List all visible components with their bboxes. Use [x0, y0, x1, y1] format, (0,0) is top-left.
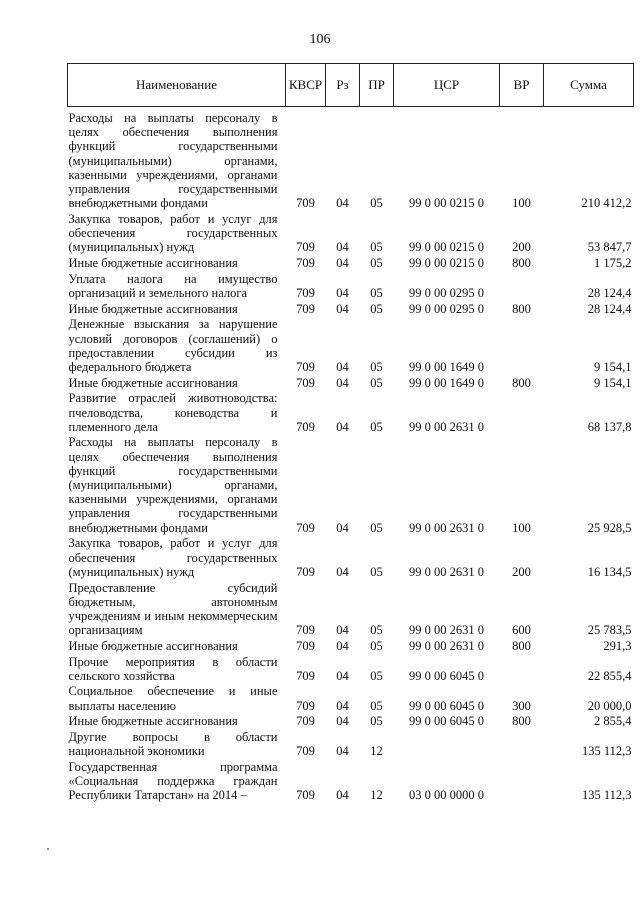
row-csr: 99 0 00 6045 0	[409, 714, 484, 729]
header-sum: Сумма	[544, 64, 634, 107]
row-csr: 99 0 00 2631 0	[409, 564, 484, 579]
row-sum: 135 112,3	[581, 744, 632, 759]
header-pr: ПР	[360, 64, 394, 107]
row-rz: 04	[336, 419, 349, 434]
table-row	[68, 107, 634, 211]
row-kvsr: 709	[296, 301, 315, 316]
row-pr: 05	[370, 285, 383, 300]
row-pr: 05	[370, 419, 383, 434]
row-rz: 04	[336, 301, 349, 316]
row-kvsr: 709	[296, 285, 315, 300]
row-name: Закупка товаров, работ и услуг для обеспечения государственных (муниципальных) нужд	[68, 536, 278, 579]
row-rz: 04	[336, 668, 349, 683]
header-name: Наименование	[68, 64, 286, 107]
row-sum: 16 134,5	[587, 564, 632, 579]
row-pr: 05	[370, 301, 383, 316]
row-sum: 210 412,2	[581, 196, 632, 211]
row-vr: 200	[512, 564, 531, 579]
row-sum: 28 124,4	[587, 301, 632, 316]
table-row	[68, 255, 634, 271]
row-kvsr: 709	[296, 698, 315, 713]
row-csr: 99 0 00 2631 0	[409, 623, 484, 638]
row-sum: 135 112,3	[581, 788, 632, 803]
row-pr: 05	[370, 698, 383, 713]
table-body	[68, 107, 634, 803]
header-vr: ВР	[500, 64, 544, 107]
row-kvsr: 709	[296, 564, 315, 579]
row-vr	[500, 390, 544, 434]
row-vr: 200	[512, 240, 531, 255]
budget-table	[67, 63, 634, 803]
row-name: Прочие мероприятия в области сельского хозяйства	[68, 654, 278, 683]
row-rz: 04	[336, 240, 349, 255]
row-csr: 99 0 00 1649 0	[409, 359, 484, 374]
row-sum: 68 137,8	[587, 419, 632, 434]
row-kvsr: 709	[296, 419, 315, 434]
row-kvsr: 709	[296, 256, 315, 271]
row-csr: 99 0 00 0215 0	[409, 256, 484, 271]
row-vr: 600	[512, 623, 531, 638]
row-kvsr: 709	[296, 623, 315, 638]
row-rz: 04	[336, 196, 349, 211]
row-sum: 22 855,4	[587, 668, 632, 683]
row-name: Иные бюджетные ассигнования	[68, 256, 238, 271]
row-rz: 04	[336, 623, 349, 638]
row-csr: 99 0 00 1649 0	[409, 375, 484, 390]
table-row	[68, 270, 634, 300]
row-csr: 99 0 00 6045 0	[409, 668, 484, 683]
row-sum: 9 154,1	[594, 375, 632, 390]
row-rz: 04	[336, 564, 349, 579]
row-sum: 25 783,5	[587, 623, 632, 638]
row-rz: 04	[336, 359, 349, 374]
row-vr: 800	[512, 638, 531, 653]
row-vr	[500, 758, 544, 802]
row-pr: 05	[370, 623, 383, 638]
row-rz: 04	[336, 520, 349, 535]
table-row	[68, 579, 634, 637]
table-row	[68, 653, 634, 683]
table-row	[68, 713, 634, 729]
row-name: Закупка товаров, работ и услуг для обеспечения государственных (муниципальных) нужд	[68, 211, 278, 255]
row-name: Иные бюджетные ассигнования	[68, 375, 238, 390]
page-number: 106	[309, 32, 331, 47]
row-pr: 05	[370, 714, 383, 729]
row-csr: 99 0 00 2631 0	[409, 520, 484, 535]
row-pr: 05	[370, 668, 383, 683]
row-pr: 05	[370, 359, 383, 374]
row-pr: 05	[370, 520, 383, 535]
row-name: Иные бюджетные ассигнования	[68, 714, 238, 729]
row-name: Уплата налога на имущество организаций и земельного налога	[68, 271, 278, 300]
row-sum: 25 928,5	[587, 520, 632, 535]
row-vr: 100	[512, 196, 531, 211]
row-kvsr: 709	[296, 240, 315, 255]
row-kvsr: 709	[296, 638, 315, 653]
row-kvsr: 709	[296, 520, 315, 535]
row-rz: 04	[336, 638, 349, 653]
row-sum: 2 855,4	[594, 714, 632, 729]
row-vr: 100	[512, 520, 531, 535]
table-row	[68, 535, 634, 579]
row-csr: 99 0 00 6045 0	[409, 698, 484, 713]
row-pr: 12	[370, 744, 383, 759]
row-pr: 05	[370, 240, 383, 255]
row-rz: 04	[336, 744, 349, 759]
row-sum: 291,3	[603, 638, 632, 653]
row-csr: 99 0 00 2631 0	[409, 419, 484, 434]
row-csr	[394, 729, 500, 759]
row-vr	[500, 316, 544, 374]
row-csr: 99 0 00 0215 0	[409, 196, 484, 211]
row-csr: 03 0 00 0000 0	[409, 788, 484, 803]
row-name: Развитие отраслей животноводства: пчеловодства, коневодства и племенного дела	[68, 391, 278, 434]
table-row	[68, 210, 634, 254]
row-sum: 9 154,1	[594, 359, 632, 374]
row-kvsr: 709	[296, 744, 315, 759]
row-sum: 28 124,4	[587, 285, 632, 300]
row-vr: 800	[512, 375, 531, 390]
header-rz: Рз	[326, 64, 360, 107]
table-row	[68, 374, 634, 390]
row-kvsr: 709	[296, 375, 315, 390]
row-rz: 04	[336, 788, 349, 803]
row-kvsr: 709	[296, 359, 315, 374]
row-sum: 1 175,2	[594, 256, 632, 271]
table-row	[68, 729, 634, 759]
row-vr: 800	[512, 256, 531, 271]
table-row	[68, 683, 634, 713]
scan-artifact	[47, 848, 49, 850]
row-rz: 04	[336, 375, 349, 390]
row-rz: 04	[336, 256, 349, 271]
row-pr: 05	[370, 375, 383, 390]
row-pr: 05	[370, 256, 383, 271]
row-vr: 300	[512, 698, 531, 713]
row-vr	[500, 270, 544, 300]
row-name: Государственная программа «Социальная поддержка граждан Республики Татарстан» на 2014 –	[68, 759, 278, 803]
row-csr: 99 0 00 2631 0	[409, 638, 484, 653]
table-row	[68, 300, 634, 316]
row-csr: 99 0 00 0295 0	[409, 301, 484, 316]
table-row	[68, 434, 634, 535]
table-row	[68, 637, 634, 653]
row-pr: 05	[370, 638, 383, 653]
row-sum: 53 847,7	[587, 240, 632, 255]
row-name: Иные бюджетные ассигнования	[68, 301, 238, 316]
row-kvsr: 709	[296, 668, 315, 683]
row-csr: 99 0 00 0295 0	[409, 285, 484, 300]
row-name: Иные бюджетные ассигнования	[68, 638, 238, 653]
header-csr: ЦСР	[394, 64, 500, 107]
row-name: Другие вопросы в области национальной экономики	[68, 730, 278, 759]
table-header	[68, 64, 634, 107]
row-pr: 05	[370, 196, 383, 211]
row-name: Расходы на выплаты персоналу в целях обеспечения выполнения функций государственными (муниципальными) органами, казенными учреждениями, органами управления государственными внебюджетными фондами	[68, 435, 278, 535]
row-kvsr: 709	[296, 714, 315, 729]
row-kvsr: 709	[296, 196, 315, 211]
row-name: Предоставление субсидий бюджетным, автономным учреждениям и иным некоммерческим организациям	[68, 580, 278, 638]
row-name: Социальное обеспечение и иные выплаты населению	[68, 684, 278, 713]
row-vr	[500, 653, 544, 683]
table-row	[68, 316, 634, 374]
row-rz: 04	[336, 285, 349, 300]
row-kvsr: 709	[296, 788, 315, 803]
header-kvsr: КВСР	[286, 64, 326, 107]
header-row	[68, 64, 634, 107]
row-csr: 99 0 00 0215 0	[409, 240, 484, 255]
row-pr: 05	[370, 564, 383, 579]
table-row	[68, 758, 634, 802]
row-vr: 800	[512, 714, 531, 729]
row-sum: 20 000,0	[587, 698, 632, 713]
row-vr	[500, 729, 544, 759]
table-row	[68, 390, 634, 434]
row-pr: 12	[370, 788, 383, 803]
row-rz: 04	[336, 714, 349, 729]
row-name: Денежные взыскания за нарушение условий договоров (соглашений) о предоставлении субсидии из федерального бюджета	[68, 317, 278, 374]
row-vr: 800	[512, 301, 531, 316]
row-name: Расходы на выплаты персоналу в целях обеспечения выполнения функций государственными (муниципальными) органами, казенными учреждениями, органами управления государственными внебюджетными фондами	[68, 111, 278, 211]
row-rz: 04	[336, 698, 349, 713]
